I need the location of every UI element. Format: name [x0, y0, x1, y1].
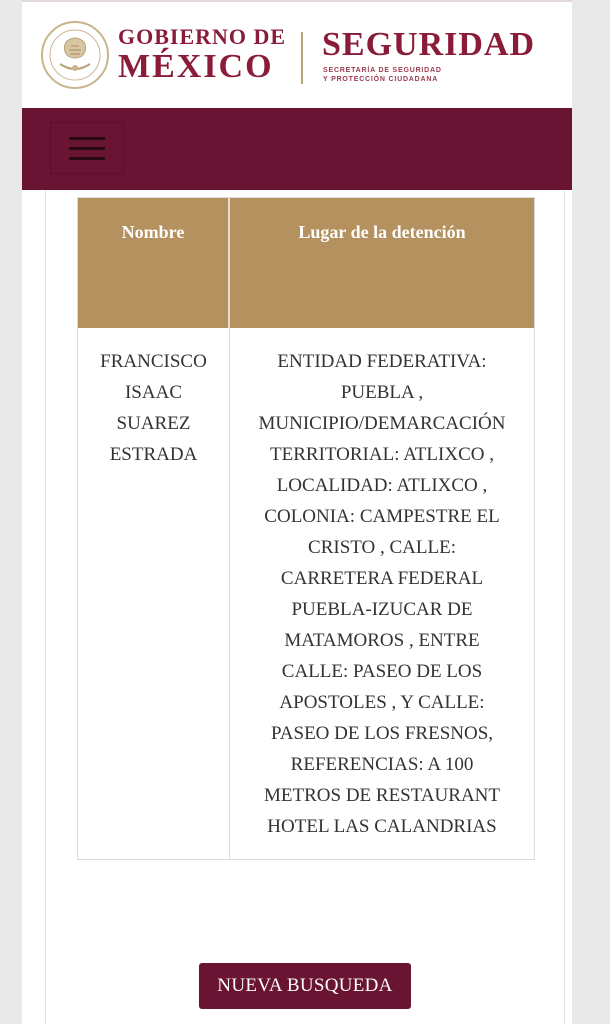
cell-place-line: ENTIDAD FEDERATIVA:: [277, 351, 487, 372]
cell-place-line: METROS DE RESTAURANT: [264, 785, 500, 806]
hamburger-menu-button[interactable]: [50, 122, 124, 174]
header-divider: [301, 32, 303, 84]
cell-place-line: TERRITORIAL: ATLIXCO ,: [270, 444, 494, 465]
gob-line1: GOBIERNO DE: [118, 24, 287, 49]
cell-place-line: REFERENCIAS: A 100: [290, 754, 474, 775]
cell-name-line: SUAREZ: [116, 413, 191, 434]
table-row: [78, 328, 534, 859]
agency-subtitle-line2: Y PROTECCIÓN CIUDADANA: [323, 76, 439, 83]
agency-subtitle: [323, 66, 442, 84]
column-header-name: Nombre: [78, 198, 230, 328]
cell-place-line: PASEO DE LOS FRESNOS,: [270, 723, 494, 744]
site-header: [22, 0, 572, 108]
gobierno-mexico-logo[interactable]: [118, 26, 286, 84]
hamburger-menu-icon-bar: [69, 147, 105, 150]
cell-place-line: PUEBLA ,: [340, 382, 424, 403]
gob-line2: MÉXICO: [118, 48, 274, 85]
cell-place-line: HOTEL LAS CALANDRIAS: [267, 816, 497, 837]
table-header: [78, 198, 534, 328]
cell-place: [230, 328, 534, 859]
cell-place-line: CRISTO , CALLE:: [308, 537, 456, 558]
cell-name: [78, 328, 230, 859]
hamburger-menu-icon-bar: [69, 157, 105, 160]
cell-name-line: ISAAC: [124, 382, 182, 403]
agency-subtitle-line1: SECRETARÍA DE SEGURIDAD: [323, 67, 442, 74]
cell-place-line: COLONIA: CAMPESTRE EL: [264, 506, 500, 527]
navbar: [22, 108, 572, 190]
cell-place-line: CALLE: PASEO DE LOS: [281, 661, 483, 682]
cell-place-line: APOSTOLES , Y CALLE:: [279, 692, 485, 713]
coat-of-arms-seal-icon: [38, 20, 112, 90]
cell-name-line: FRANCISCO: [100, 351, 207, 372]
column-header-place: Lugar de la detención: [298, 222, 466, 242]
cell-place-line: LOCALIDAD: ATLIXCO ,: [276, 475, 488, 496]
cell-place-line: PUEBLA-IZUCAR DE: [291, 599, 473, 620]
cell-place-line: MUNICIPIO/DEMARCACIÓN: [258, 413, 506, 434]
hamburger-menu-icon: [69, 137, 105, 140]
cell-name-line: ESTRADA: [109, 444, 198, 465]
agency-title[interactable]: SEGURIDAD: [322, 26, 536, 63]
new-search-button[interactable]: NUEVA BUSQUEDA: [199, 963, 411, 1009]
detention-table: [77, 197, 535, 860]
cell-place-line: CARRETERA FEDERAL: [280, 568, 484, 589]
cell-place-line: MATAMOROS , ENTRE: [284, 630, 480, 651]
